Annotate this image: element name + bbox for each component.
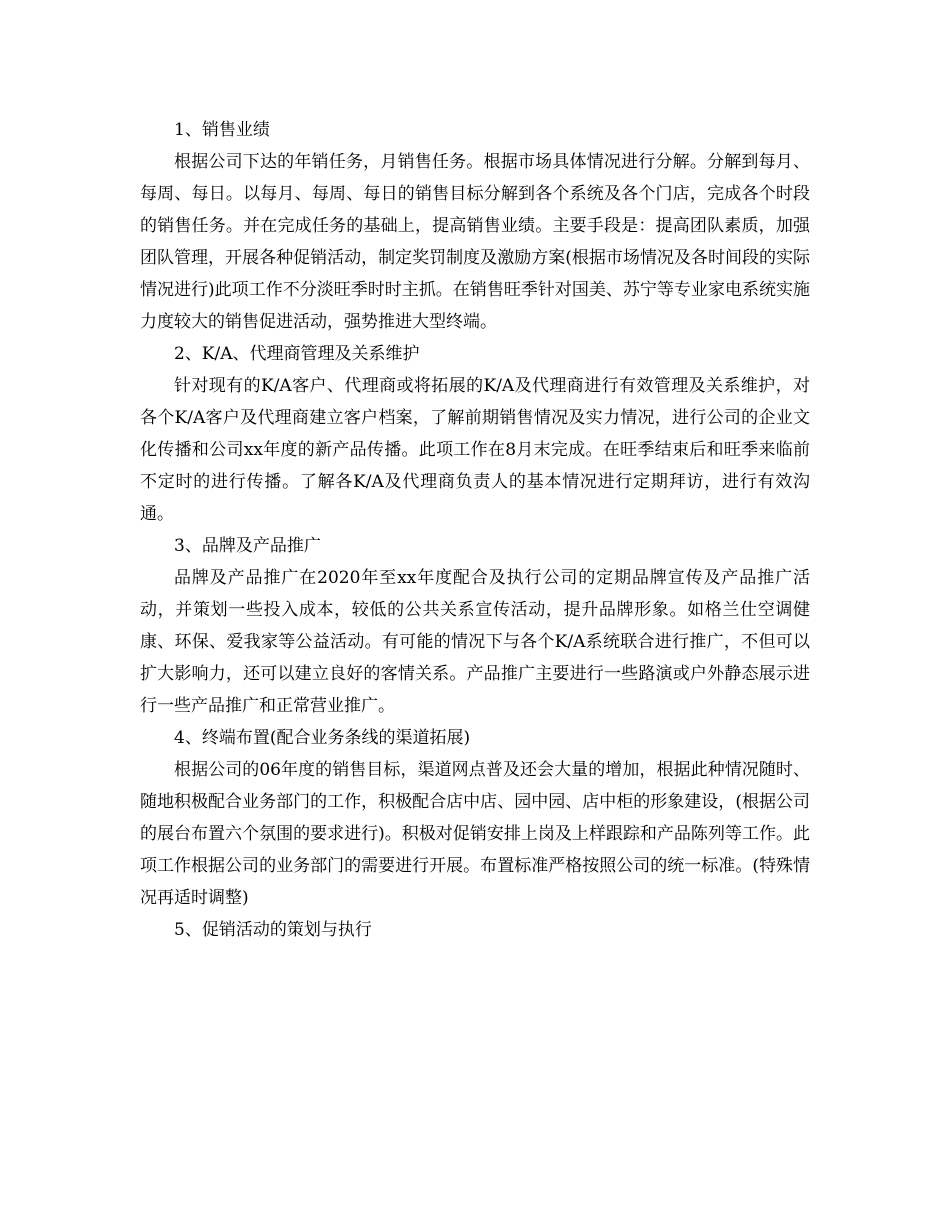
section-heading: 4、终端布置(配合业务条线的渠道拓展) bbox=[174, 728, 471, 748]
section-paragraph: 针对现有的K/A客户、代理商或将拓展的K/A及代理商进行有效管理及关系维护，对各个K/A客户及代理商建立客户档案，了解前期销售情况及实力情况，进行公司的企业文化传播和公司xx年度的新产品传播。此项工作在8月末完成。在旺季结束后和旺季来临前不定时的进行传播。了解各K/A及代理商负责人的基本情况进行定期拜访，进行有效沟通。 bbox=[140, 376, 810, 524]
document-body bbox=[140, 114, 810, 946]
section-paragraph: 品牌及产品推广在2020年至xx年度配合及执行公司的定期品牌宣传及产品推广活动，并策划一些投入成本，较低的公共关系宣传活动，提升品牌形象。如格兰仕空调健康、环保、爱我家等公益活动。有可能的情况下与各个K/A系统联合进行推广，不但可以扩大影响力，还可以建立良好的客情关系。产品推广主要进行一些路演或户外静态展示进行一些产品推广和正常营业推广。 bbox=[140, 568, 810, 716]
section-heading: 5、促销活动的策划与执行 bbox=[174, 920, 372, 940]
section-heading: 1、销售业绩 bbox=[174, 120, 270, 140]
section-paragraph: 根据公司下达的年销任务，月销售任务。根据市场具体情况进行分解。分解到每月、每周、每日。以每月、每周、每日的销售目标分解到各个系统及各个门店，完成各个时段的销售任务。并在完成任务的基础上，提高销售业绩。主要手段是：提高团队素质，加强团队管理，开展各种促销活动，制定奖罚制度及激励方案(根据市场情况及各时间段的实际情况进行)此项工作不分淡旺季时时主抓。在销售旺季针对国美、苏宁等专业家电系统实施力度较大的销售促进活动，强势推进大型终端。 bbox=[140, 152, 810, 332]
section-heading: 2、K/A、代理商管理及关系维护 bbox=[174, 344, 420, 364]
section-paragraph: 根据公司的06年度的销售目标，渠道网点普及还会大量的增加，根据此种情况随时、随地积极配合业务部门的工作，积极配合店中店、园中园、店中柜的形象建设，(根据公司的展台布置六个氛围的要求进行)。积极对促销安排上岗及上样跟踪和产品陈列等工作。此项工作根据公司的业务部门的需要进行开展。布置标准严格按照公司的统一标准。(特殊情况再适时调整) bbox=[140, 760, 810, 908]
section-heading: 3、品牌及产品推广 bbox=[174, 536, 321, 556]
